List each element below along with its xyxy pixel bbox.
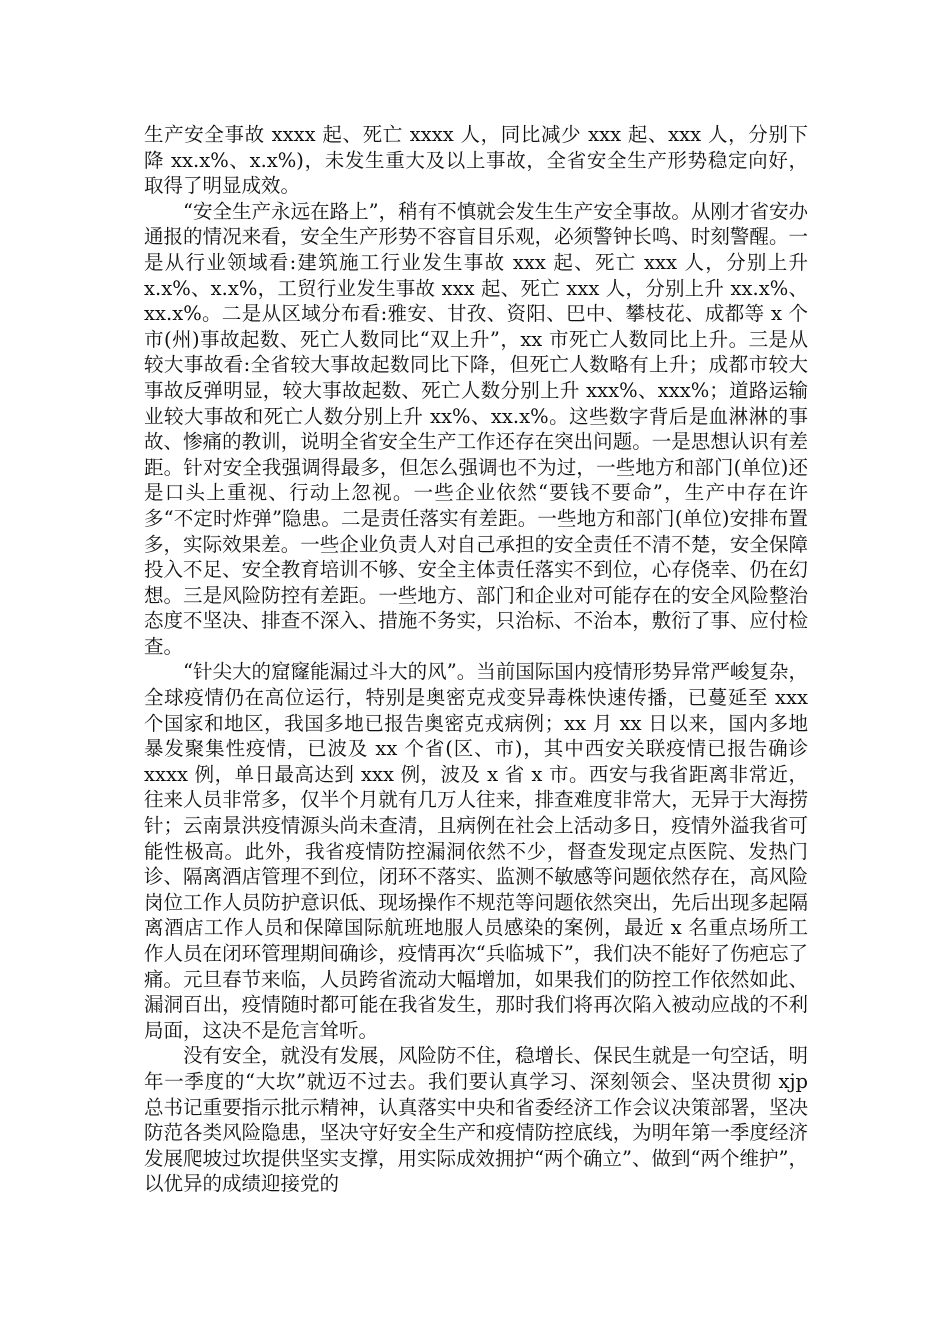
- paragraph-2: “安全生产永远在路上”，稍有不慎就会发生生产安全事故。从刚才省安办通报的情况来看，安全生产形势不容盲目乐观，必须警钟长鸣、时刻警醒。一是从行业领域看:建筑施工行业发生事故 xxx 起、死亡 xxx 人，分别上升 x.x%、x.x%，工贸行业发生事故 xxx 起、死亡 xxx 人，分别上升 xx.x%、xx.x%。二是从区域分布看:雅安、甘孜、资阳、巴中、攀枝花、成都等 x 个市(州)事故起数、死亡人数同比“双上升”，xx 市死亡人数同比上升。三是从较大事故看:全省较大事故起数同比下降，但死亡人数略有上升；成都市较大事故反弹明显，较大事故起数、死亡人数分别上升 xxx%、xxx%；道路运输业较大事故和死亡人数分别上升 xx%、xx.x%。这些数字背后是血淋淋的事故、惨痛的教训，说明全省安全生产工作还存在突出问题。一是思想认识有差距。针对安全我强调得最多，但怎么强调也不为过，一些地方和部门(单位)还是口头上重视、行动上忽视。一些企业依然“要钱不要命”，生产中存在许多“不定时炸弹”隐患。二是责任落实有差距。一些地方和部门(单位)安排布置多，实际效果差。一些企业负责人对自己承担的安全责任不清不楚，安全保障投入不足、安全教育培训不够、安全主体责任落实不到位，心存侥幸、仍在幻想。三是风险防控有差距。一些地方、部门和企业对可能存在的安全风险整治态度不坚决、排查不深入、措施不务实，只治标、不治本，敷衍了事、应付检查。: [144, 199, 808, 658]
- paragraph-1: 生产安全事故 xxxx 起、死亡 xxxx 人，同比减少 xxx 起、xxx 人，分别下降 xx.x%、x.x%)，未发生重大及以上事故，全省安全生产形势稳定向好，取得了明显成效。: [144, 123, 808, 198]
- paragraph-3: “针尖大的窟窿能漏过斗大的风”。当前国际国内疫情形势异常严峻复杂，全球疫情仍在高位运行，特别是奥密克戎变异毒株快速传播，已蔓延至 xxx 个国家和地区，我国多地已报告奥密克戎病例；xx 月 xx 日以来，国内多地暴发聚集性疫情，已波及 xx 个省(区、市)，其中西安关联疫情已报告确诊 xxxx 例，单日最高达到 xxx 例，波及 x 省 x 市。西安与我省距离非常近，往来人员非常多，仅半个月就有几万人往来，排查难度非常大，无异于大海捞针；云南景洪疫情源头尚未查清，且病例在社会上活动多日，疫情外溢我省可能性极高。此外，我省疫情防控漏洞依然不少，督查发现定点医院、发热门诊、隔离酒店管理不到位，闭环不落实、监测不敏感等问题依然存在，高风险岗位工作人员防护意识低、现场操作不规范等问题依然突出，先后出现多起隔离酒店工作人员和保障国际航班地服人员感染的案例，最近 x 名重点场所工作人员在闭环管理期间确诊，疫情再次“兵临城下”，我们决不能好了伤疤忘了痛。元旦春节来临，人员跨省流动大幅增加，如果我们的防控工作依然如此、漏洞百出，疫情随时都可能在我省发生，那时我们将再次陷入被动应战的不利局面，这决不是危言耸听。: [144, 660, 808, 1042]
- paragraph-4: 没有安全，就没有发展，风险防不住，稳增长、保民生就是一句空话，明年一季度的“大坎”就迈不过去。我们要认真学习、深刻领会、坚决贯彻 xjp 总书记重要指示批示精神，认真落实中央和省委经济工作会议决策部署，坚决防范各类风险隐患，坚决守好安全生产和疫情防控底线，为明年第一季度经济发展爬坡过坎提供坚实支撑，用实际成效拥护“两个确立”、做到“两个维护”，以优异的成绩迎接党的: [144, 1044, 808, 1196]
- document-body: [144, 122, 808, 1197]
